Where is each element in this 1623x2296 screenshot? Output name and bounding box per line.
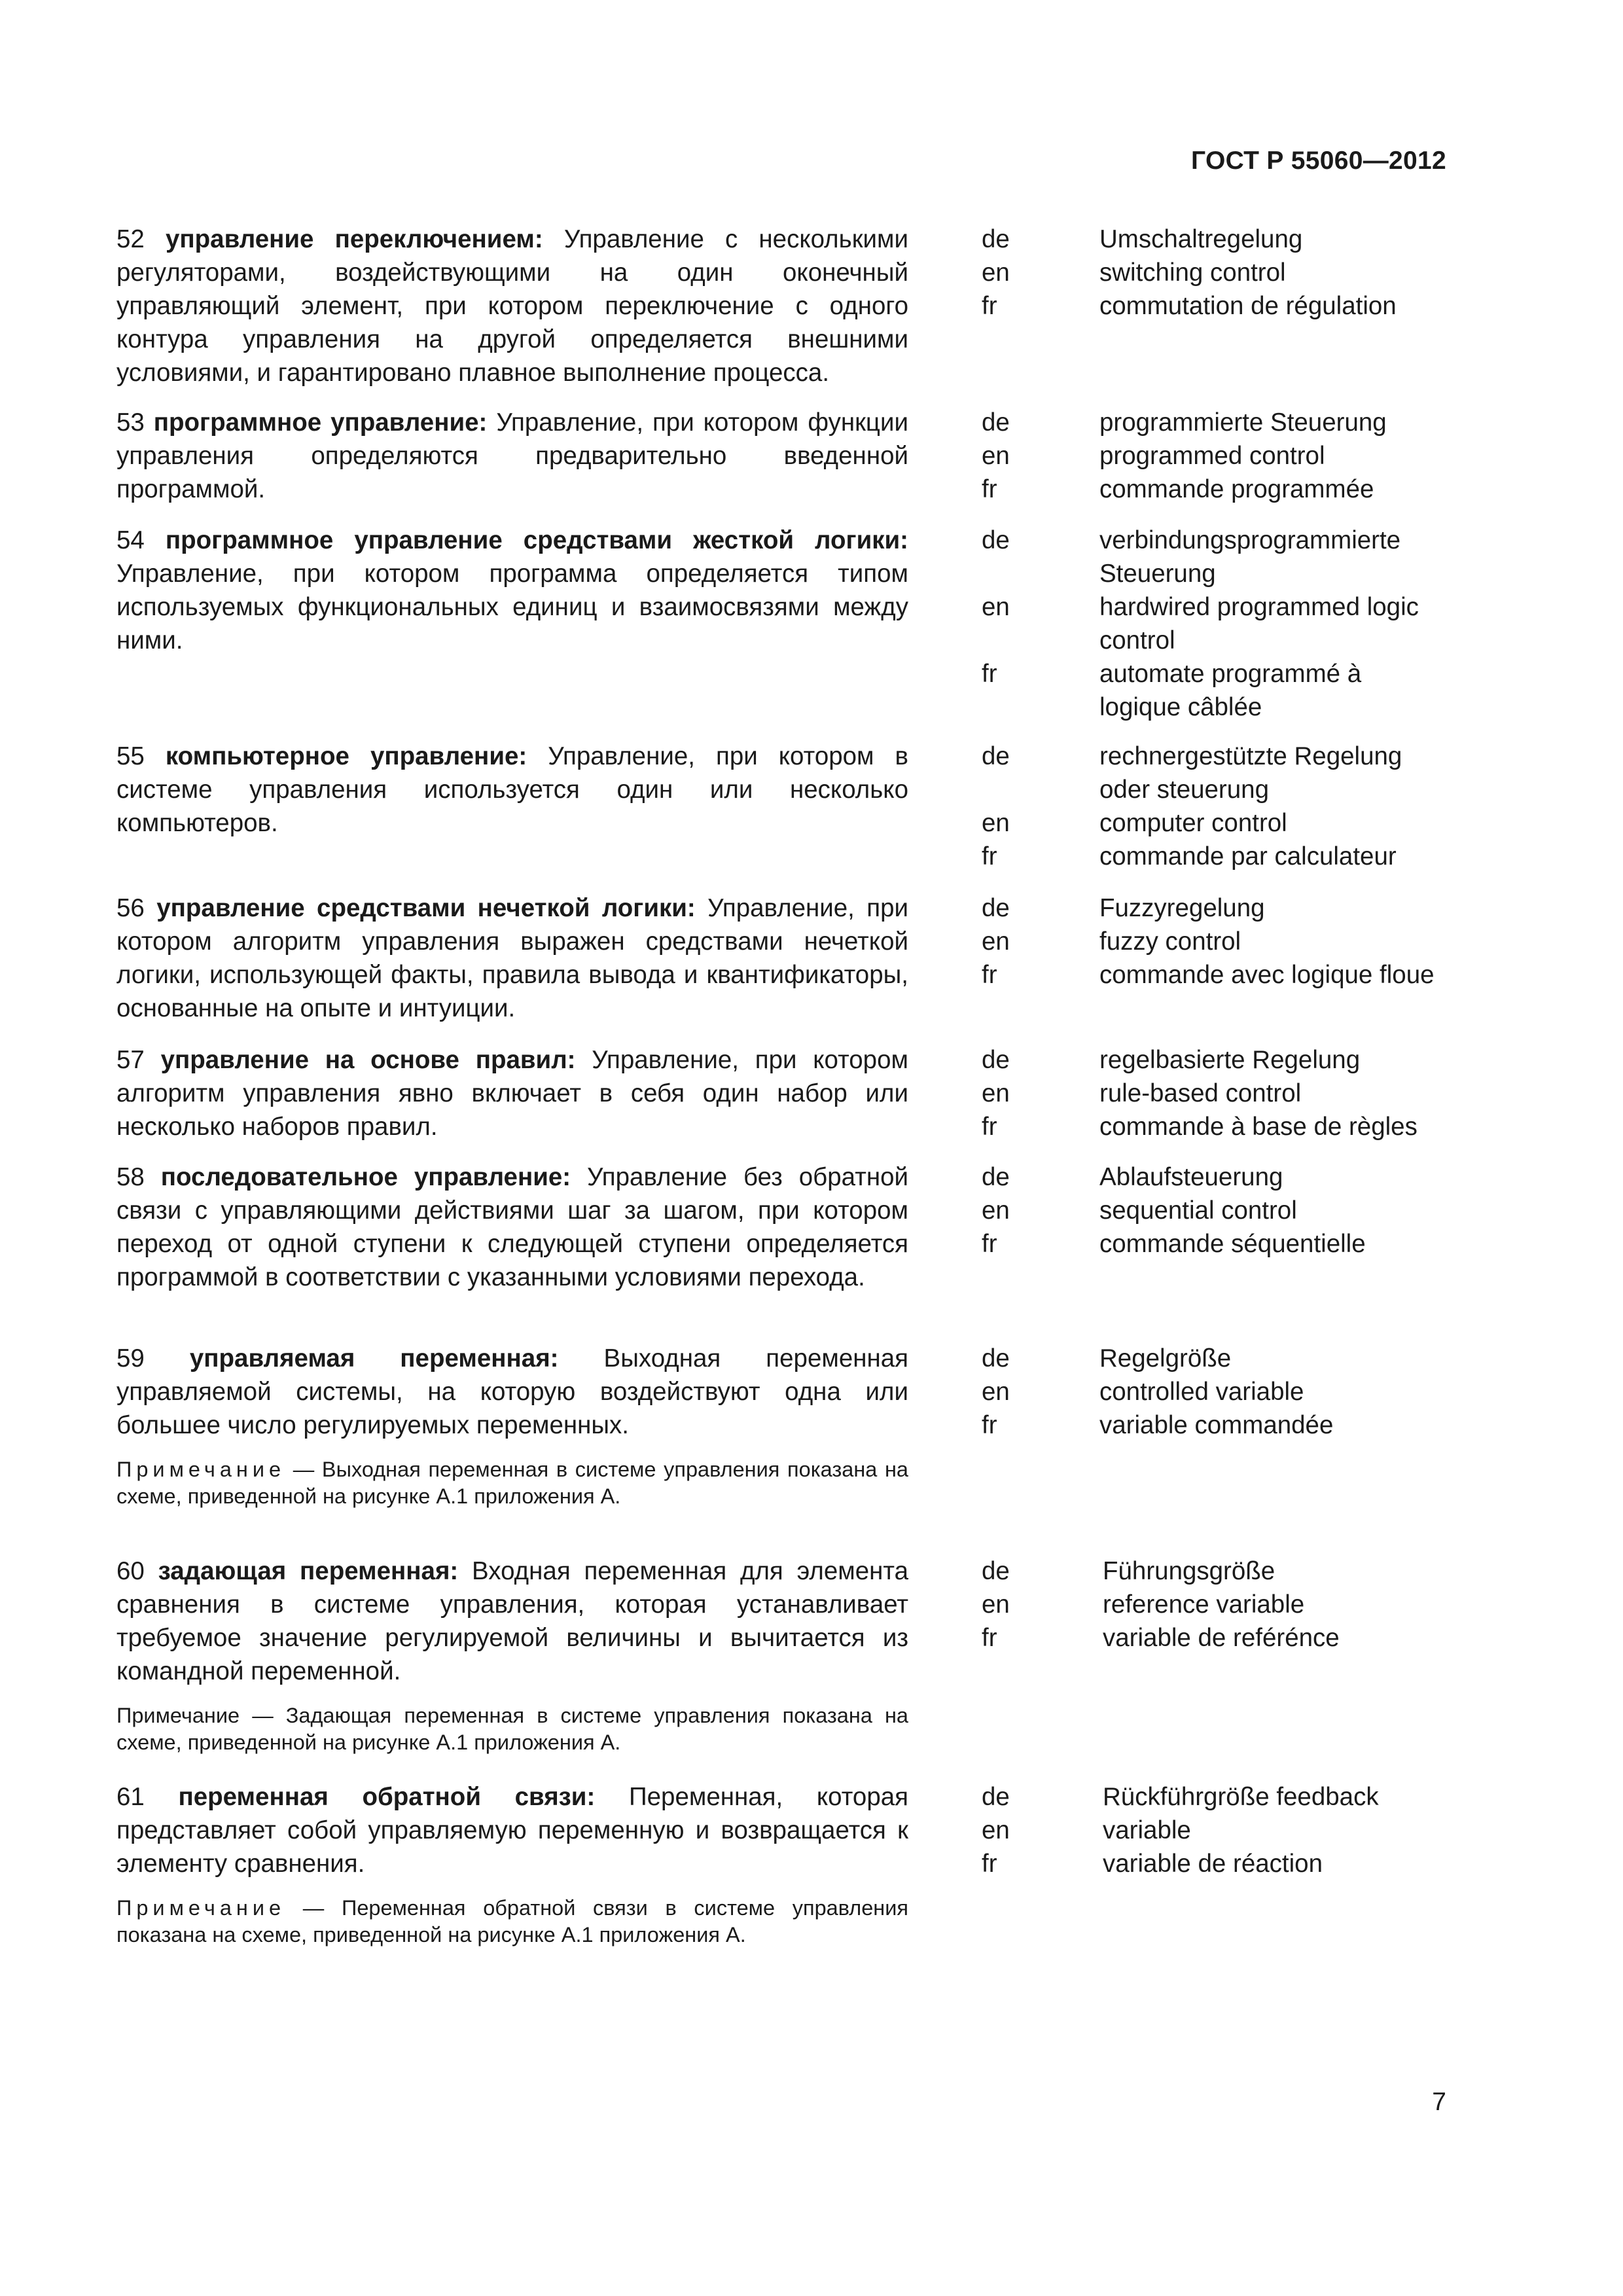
term-title: управление переключением:	[165, 225, 543, 253]
lang-code-fr: fr	[982, 475, 997, 503]
lang-code-en: en	[982, 259, 1010, 287]
lang-code-de: de	[982, 742, 1010, 770]
equivalent-fr: commutation de régulation	[1099, 292, 1397, 320]
equivalent-de: Ablaufsteuerung	[1099, 1163, 1283, 1191]
equivalent-fr: automate programmé à logique câblée	[1099, 660, 1362, 721]
equivalents	[982, 891, 1446, 992]
lang-code-de: de	[982, 894, 1010, 922]
term-number: 58	[116, 1163, 145, 1191]
note-text: — Переменная обратной связи в системе управления показана на схеме, приведенной на рисунке А.1 приложения А.	[116, 1896, 909, 1946]
equivalent-fr: variable de réaction	[1103, 1850, 1323, 1878]
equivalent-fr: variable commandée	[1099, 1411, 1334, 1439]
lang-code-fr: fr	[982, 1624, 997, 1652]
lang-code-de: de	[982, 1557, 1010, 1585]
lang-code-fr: fr	[982, 1230, 997, 1258]
equivalent-fr: commande séquentielle	[1099, 1230, 1366, 1258]
term-definition	[116, 223, 908, 389]
lang-code-fr: fr	[982, 961, 997, 989]
equivalent-de: Umschaltregelung	[1099, 225, 1303, 253]
lang-code-en: en	[982, 1079, 1010, 1107]
term-title: переменная обратной связи:	[178, 1783, 596, 1811]
note-text: — Задающая переменная в системе управления показана на схеме, приведенной на рисунке А.1 приложения А.	[116, 1704, 908, 1754]
equivalent-en: rule-based control	[1099, 1079, 1302, 1107]
term-definition	[116, 524, 908, 657]
lang-code-fr: fr	[982, 1113, 997, 1141]
lang-code-fr: fr	[982, 660, 997, 688]
term-definition	[116, 891, 908, 1025]
term-title: управление средствами нечеткой логики:	[156, 894, 696, 922]
equivalents	[982, 223, 1446, 323]
term-title: компьютерное управление:	[165, 742, 527, 770]
definition-text: Управление, при котором алгоритм управления выражен средствами нечеткой логики, использующей факты, правила вывода и квантификаторы, основанные на опыте и интуиции.	[116, 894, 909, 1022]
equivalent-en: sequential control	[1099, 1196, 1297, 1225]
term-title: программное управление средствами жесткой логики:	[165, 526, 908, 554]
equivalent-de: Fuzzyregelung	[1099, 894, 1265, 922]
equivalents	[982, 524, 1446, 724]
term-title: программное управление:	[153, 408, 488, 437]
equivalent-en: computer control	[1099, 809, 1287, 837]
equivalents	[982, 1160, 1446, 1261]
equivalent-en: fuzzy control	[1099, 927, 1241, 956]
equivalent-fr: commande par calculateur	[1099, 842, 1397, 870]
equivalent-de: Rückführgröße feedback	[1103, 1783, 1379, 1811]
term-definition	[116, 1780, 908, 1948]
equivalent-de: programmierte Steuerung	[1099, 408, 1387, 437]
term-title: управление на основе правил:	[160, 1046, 576, 1074]
lang-code-en: en	[982, 809, 1010, 837]
equivalent-en: controlled variable	[1099, 1378, 1304, 1406]
definition-text: Управление, при котором функции управления определяются предварительно введенной программой.	[116, 408, 908, 503]
equivalents	[982, 1043, 1446, 1143]
equivalents	[982, 740, 1446, 873]
term-definition	[116, 406, 908, 506]
term-title: управляемая переменная:	[189, 1344, 559, 1372]
equivalent-fr: variable de reférénce	[1103, 1624, 1340, 1652]
term-note	[116, 1456, 908, 1510]
equivalent-fr: commande avec logique floue	[1099, 961, 1435, 989]
equivalent-de: verbindungsprogrammierte Steuerung	[1099, 526, 1401, 588]
equivalent-en: reference variable	[1103, 1590, 1305, 1619]
lang-code-de: de	[982, 1163, 1010, 1191]
equivalent-fr: commande à base de règles	[1099, 1113, 1418, 1141]
term-definition	[116, 1160, 908, 1294]
definition-text: Управление, при котором алгоритм управления явно включает в себя один набор или несколько наборов правил.	[116, 1046, 908, 1141]
term-title: последовательное управление:	[160, 1163, 571, 1191]
equivalent-de: regelbasierte Regelung	[1099, 1046, 1361, 1074]
equivalent-de: Regelgröße	[1099, 1344, 1232, 1372]
note-text: — Выходная переменная в системе управления показана на схеме, приведенной на рисунке А.1 приложения А.	[116, 1458, 909, 1508]
definition-text: Входная переменная для элемента сравнения в системе управления, которая устанавливает требуемое значение регулируемой величины и вычитается из командной переменной.	[116, 1557, 909, 1685]
note-label: Примечание	[116, 1458, 286, 1481]
equivalent-de: rechnergestützte Regelung oder steuerung	[1099, 742, 1402, 804]
term-definition	[116, 740, 908, 840]
lang-code-en: en	[982, 1590, 1010, 1619]
lang-code-fr: fr	[982, 1411, 997, 1439]
lang-code-en: en	[982, 1816, 1010, 1844]
term-definition	[116, 1342, 908, 1510]
term-note	[116, 1895, 908, 1948]
lang-code-fr: fr	[982, 292, 997, 320]
note-label: Примечание	[116, 1704, 240, 1727]
lang-code-en: en	[982, 927, 1010, 956]
document-header: ГОСТ Р 55060—2012	[1191, 147, 1446, 175]
lang-code-de: de	[982, 408, 1010, 437]
lang-code-de: de	[982, 1046, 1010, 1074]
definition-text: Управление без обратной связи с управляющими действиями шаг за шагом, при котором переход от одной ступени к следующей ступени определяется программой в соответствии с указанными условиями перехода.	[116, 1163, 909, 1291]
term-number: 53	[116, 408, 145, 437]
definition-text: Управление, при котором в системе управления используется один или несколько компьютеров.	[116, 742, 909, 837]
equivalent-fr: commande programmée	[1099, 475, 1374, 503]
term-definition	[116, 1043, 908, 1143]
equivalent-en: switching control	[1099, 259, 1286, 287]
page-number: 7	[1432, 2088, 1446, 2116]
lang-code-de: de	[982, 526, 1010, 554]
lang-code-fr: fr	[982, 1850, 997, 1878]
term-definition	[116, 1554, 908, 1756]
lang-code-en: en	[982, 1196, 1010, 1225]
term-title: задающая переменная:	[158, 1557, 459, 1585]
term-number: 55	[116, 742, 145, 770]
equivalent-en: hardwired programmed logic control	[1099, 593, 1419, 655]
term-number: 54	[116, 526, 145, 554]
lang-code-de: de	[982, 1344, 1010, 1372]
term-number: 57	[116, 1046, 145, 1074]
lang-code-de: de	[982, 1783, 1010, 1811]
equivalent-en: variable	[1103, 1816, 1191, 1844]
term-number: 59	[116, 1344, 145, 1372]
term-number: 56	[116, 894, 145, 922]
equivalent-de: Führungsgröße	[1103, 1557, 1275, 1585]
definition-text: Переменная, которая представляет собой управляемую переменную и возвращается к элементу сравнения.	[116, 1783, 908, 1878]
lang-code-en: en	[982, 1378, 1010, 1406]
term-number: 60	[116, 1557, 145, 1585]
term-number: 52	[116, 225, 145, 253]
lang-code-en: en	[982, 593, 1010, 621]
equivalents	[982, 1554, 1446, 1655]
equivalents	[982, 1780, 1446, 1880]
definition-text: Управление, при котором программа определяется типом используемых функциональных единиц и взаимосвязями между ними.	[116, 560, 908, 655]
equivalent-en: programmed control	[1099, 442, 1325, 470]
definition-text: Управление с несколькими регуляторами, воздействующими на один оконечный управляющий элемент, при котором переключение с одного контура управления на другой определяется внешними условиями, и гарантировано плавное выполнение процесса.	[116, 225, 909, 387]
lang-code-de: de	[982, 225, 1010, 253]
lang-code-fr: fr	[982, 842, 997, 870]
lang-code-en: en	[982, 442, 1010, 470]
equivalents	[982, 406, 1446, 506]
term-number: 61	[116, 1783, 145, 1811]
note-label: Примечание	[116, 1896, 286, 1920]
term-note	[116, 1702, 908, 1756]
definition-text: Выходная переменная управляемой системы, на которую воздействуют одна или большее число регулируемых переменных.	[116, 1344, 909, 1439]
equivalents	[982, 1342, 1446, 1442]
